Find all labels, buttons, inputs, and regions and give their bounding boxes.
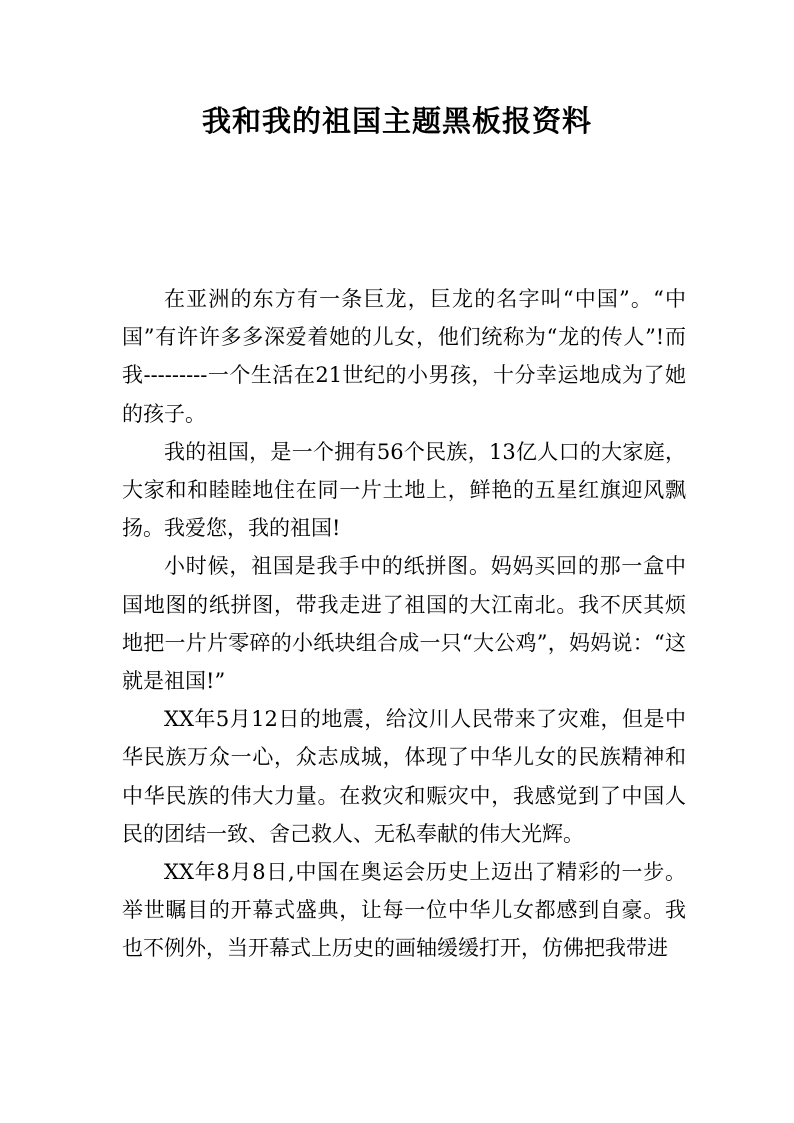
document-title: 我和我的祖国主题黑板报资料 (201, 104, 592, 138)
paragraph-3: 小时候，祖国是我手中的纸拼图。妈妈买回的那一盒中国地图的纸拼图，带我走进了祖国的大江南北。我不厌其烦地把一片片零碎的小纸块组合成一只“大公鸡”，妈妈说：“这就是祖国!” (122, 554, 686, 694)
document-body (122, 280, 686, 968)
paragraph-4: XX年5月12日的地震，给汶川人民带来了灾难，但是中华民族万众一心，众志成城，体现了中华儿女的民族精神和中华民族的伟大力量。在救灾和赈灾中，我感觉到了中国人民的团结一致、舍己救人、无私奉献的伟大光辉。 (122, 707, 686, 846)
paragraph-1: 在亚洲的东方有一条巨龙，巨龙的名字叫“中国”。“中国”有许许多多深爱着她的儿女，他们统称为“龙的传人”!而我---------一个生活在21世纪的小男孩，十分幸运地成为了她的孩子。 (122, 287, 686, 426)
paragraph-2: 我的祖国，是一个拥有56个民族，13亿人口的大家庭，大家和和睦睦地住在同一片土地上，鲜艳的五星红旗迎风飘扬。我爱您，我的祖国! (122, 439, 686, 541)
paragraph-5: XX年8月8日,中国在奥运会历史上迈出了精彩的一步。举世瞩目的开幕式盛典，让每一位中华儿女都感到自豪。我也不例外，当开幕式上历史的画轴缓缓打开，仿佛把我带进 (122, 860, 686, 961)
